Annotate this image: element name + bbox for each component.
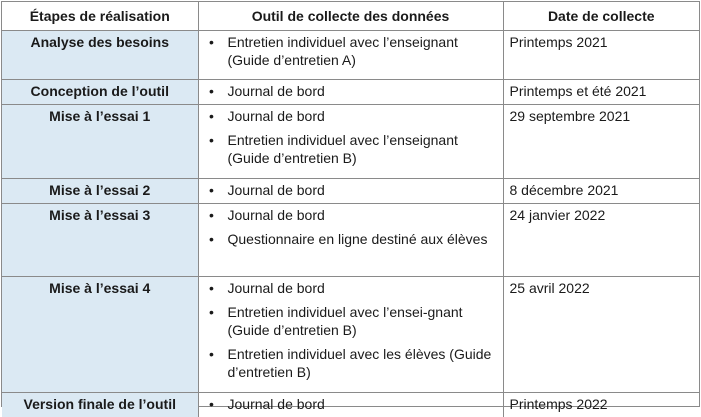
date-cell: Printemps 2021 — [503, 31, 699, 80]
tool-text: Entretien individuel avec les élèves (Guide d’entretien B) — [228, 346, 492, 380]
bullet: • — [207, 131, 217, 149]
table-row — [2, 105, 699, 179]
date-cell: 29 septembre 2021 — [503, 105, 699, 179]
tool-item — [205, 303, 497, 339]
tools-cell — [198, 80, 503, 105]
tool-item — [205, 230, 497, 248]
data-collection-table-frame — [1, 1, 700, 407]
tool-text: Journal de bord — [228, 182, 325, 198]
date-cell: Printemps et été 2021 — [503, 80, 699, 105]
tool-item — [205, 181, 497, 199]
tool-text: Journal de bord — [228, 83, 325, 99]
tool-item — [205, 395, 497, 413]
tool-item — [205, 131, 497, 167]
data-collection-table — [2, 2, 699, 417]
tool-text: Journal de bord — [228, 207, 325, 223]
stage-cell: Mise à l’essai 3 — [2, 204, 198, 277]
tools-cell — [198, 105, 503, 179]
bullet: • — [207, 82, 217, 100]
date-cell: 25 avril 2022 — [503, 277, 699, 393]
tool-text: Entretien individuel avec l’enseignant (Guide d’entretien B) — [228, 132, 458, 166]
tools-list — [205, 33, 497, 69]
tools-list — [205, 82, 497, 100]
table-row — [2, 179, 699, 204]
stage-cell: Conception de l’outil — [2, 80, 198, 105]
table-header-row — [2, 2, 699, 31]
date-cell: 24 janvier 2022 — [503, 204, 699, 277]
date-cell: Printemps 2022 — [503, 393, 699, 417]
tools-list — [205, 181, 497, 199]
tools-cell — [198, 277, 503, 393]
tool-item — [205, 206, 497, 224]
tool-text: Journal de bord — [228, 396, 325, 412]
date-cell: 8 décembre 2021 — [503, 179, 699, 204]
tools-cell — [198, 393, 503, 417]
header-date: Date de collecte — [503, 2, 699, 31]
tool-item — [205, 82, 497, 100]
tool-text: Questionnaire en ligne destiné aux élèves — [228, 231, 488, 247]
tool-text: Entretien individuel avec l’enseignant (Guide d’entretien A) — [228, 34, 458, 68]
table-row — [2, 277, 699, 393]
bullet: • — [207, 206, 217, 224]
tools-cell — [198, 179, 503, 204]
tool-item — [205, 107, 497, 125]
tool-text: Journal de bord — [228, 108, 325, 124]
tools-list — [205, 107, 497, 167]
tools-cell — [198, 204, 503, 277]
stage-cell: Mise à l’essai 4 — [2, 277, 198, 393]
tool-text: Entretien individuel avec l’ensei-gnant (Guide d’entretien B) — [228, 304, 463, 338]
bullet: • — [207, 279, 217, 297]
tools-list — [205, 279, 497, 381]
tools-cell — [198, 31, 503, 80]
bullet: • — [207, 395, 217, 413]
tool-item — [205, 345, 497, 381]
stage-cell: Mise à l’essai 1 — [2, 105, 198, 179]
bullet: • — [207, 230, 217, 248]
header-stage: Étapes de réalisation — [2, 2, 198, 31]
tool-item — [205, 279, 497, 297]
table-row — [2, 31, 699, 80]
tool-item — [205, 33, 497, 69]
bullet: • — [207, 107, 217, 125]
table-row — [2, 204, 699, 277]
table-row — [2, 80, 699, 105]
bullet: • — [207, 181, 217, 199]
bullet: • — [207, 345, 217, 363]
header-tool: Outil de collecte des données — [198, 2, 503, 31]
stage-cell: Mise à l’essai 2 — [2, 179, 198, 204]
stage-cell: Analyse des besoins — [2, 31, 198, 80]
bullet: • — [207, 33, 217, 51]
bullet: • — [207, 303, 217, 321]
tools-list — [205, 206, 497, 248]
table-row — [2, 393, 699, 417]
tool-text: Journal de bord — [228, 280, 325, 296]
tools-list — [205, 395, 497, 413]
stage-cell: Version finale de l’outil — [2, 393, 198, 417]
